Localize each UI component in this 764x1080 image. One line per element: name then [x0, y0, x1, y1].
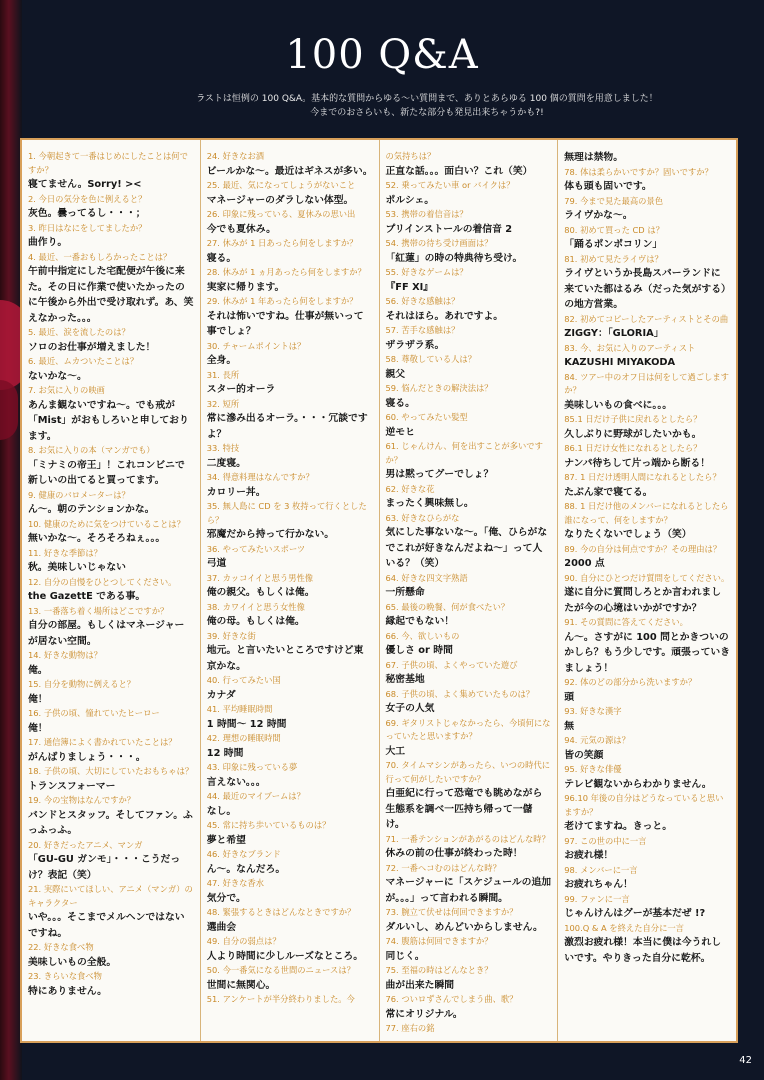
page-title: 100 Q&A — [285, 32, 479, 78]
answer-text: カロリー丼。 — [206, 486, 266, 498]
answer-text: 寝る。 — [385, 397, 415, 409]
question-text: 3. 昨日はなにをしてましたか？ — [28, 222, 147, 233]
question-text: 45. 常に持ち歩いているものは？ — [206, 820, 331, 830]
question-text: 22. 好きな食べ物 — [28, 942, 94, 952]
question-text: 78. 体は柔らかいですか？固いですか？ — [564, 166, 713, 177]
answer-text: 正直な話。。。面白い？これ（笑） — [385, 165, 533, 177]
answer-text: 『FF XI』 — [385, 281, 434, 293]
question-text: 37. カッコイイと思う男性像 — [206, 572, 314, 583]
answer-text: 「踊るポンポコリン」 — [564, 239, 663, 250]
answer-text: 世間に無関心。 — [206, 979, 276, 991]
question-text: 47. 好きな香水 — [206, 878, 265, 888]
answer-text: 美味しいもの食べに。。。 — [564, 399, 673, 411]
question-text: 36. やってみたいスポーツ — [206, 543, 306, 554]
question-text: 16. 子供の頃、憧れていたヒーロー — [28, 708, 160, 718]
question-text: 43. 印象に残っている夢 — [206, 762, 298, 772]
answer-text: 寝る。 — [206, 252, 237, 264]
answer-text: バンドとスタッフ。そしてファン。ふっふっふ。 — [28, 809, 193, 836]
question-text: 21. 実際にいてほしい、アニメ（マンガ）のキャラクター — [28, 884, 193, 908]
question-text: 53. 携帯の着信音は？ — [385, 209, 468, 219]
answer-text: 自分の部屋。もしくはマネージャーが居ない空間。 — [28, 620, 185, 647]
question-text: 34. 得意料理はなんですか？ — [206, 472, 314, 482]
question-text: 99. ファンに一言 — [564, 893, 630, 904]
question-text: 56. 好きな感触は？ — [385, 296, 460, 306]
answer-text: 同じく。 — [385, 950, 425, 962]
answer-text: 実家に帰ります。 — [206, 281, 285, 293]
page-header — [0, 0, 764, 135]
answer-text: スター的オーラ — [206, 384, 276, 395]
answer-text: 二度寝。 — [206, 457, 246, 469]
question-text: 8. お気に入りの本（マンガでも） — [28, 445, 155, 455]
answer-text: ビールかな～。最近はギネスが多い。 — [206, 165, 373, 177]
answer-text: 一所懸命 — [385, 587, 425, 598]
answer-text: 休みの前の仕事が終わった時！ — [385, 848, 523, 859]
qa-column-4 — [558, 140, 736, 1041]
question-text: 9. 健康のバロメーターは？ — [28, 489, 130, 500]
question-text: 89. 今の自分は何点ですか？その理由は？ — [564, 543, 722, 554]
question-text: 76. ついロずさんでしまう曲、歌？ — [385, 994, 518, 1004]
question-text: 82. 初めてコピーしたアーティストとその曲 — [564, 313, 729, 324]
answer-text: 特にありません。 — [28, 985, 107, 997]
answer-text: 気にした事ないな～。「俺、ひらがなでこれが好きなんだよね～」って人いる？（笑） — [385, 527, 548, 569]
answer-text: カナダ — [206, 689, 236, 701]
answer-text: 美味しいもの全般。 — [28, 956, 117, 968]
answer-text: 曲が出来た瞬間 — [385, 979, 455, 991]
question-text: 57. 苦手な感触は？ — [385, 325, 460, 335]
answer-text: 秘密基地 — [385, 674, 425, 685]
answer-text: 優しさ or 時間 — [385, 645, 453, 656]
qa-panel — [20, 138, 738, 1043]
question-text: 31. 長所 — [206, 369, 240, 380]
answer-text: 老けてますね。きっと。 — [564, 821, 673, 832]
question-text: 49. 自分の弱点は？ — [206, 936, 281, 946]
answer-text: 「GU-GU ガンモ」・・・こうだっけ？表記（笑） — [28, 854, 181, 881]
question-text: 60. やってみたい髪型 — [385, 412, 468, 422]
answer-text: まったく興味無し。 — [385, 498, 474, 509]
question-text: 100.Q & A を終えた自分に一言 — [564, 922, 684, 933]
answer-text: 遂に自分に質問しろとか言われましたが今の心境はいかがですか？ — [564, 587, 721, 614]
answer-text: 俺の母。もしくは俺。 — [206, 616, 305, 627]
page-number: 42 — [739, 1055, 752, 1066]
question-text: 26. 印象に残っている、夏休みの思い出 — [206, 209, 356, 219]
question-text: 35. 無人島に CD を 3 枚持って行くとしたら？ — [206, 501, 367, 525]
answer-text: 俺の親父。もしくは俺。 — [206, 587, 315, 598]
intro-text — [120, 92, 734, 120]
question-text: 90. 自分にひとつだけ質問をしてください。 — [564, 572, 730, 583]
question-text: 81. 初めて見たライヴは？ — [564, 253, 663, 264]
question-text: 58. 尊敬している人は？ — [385, 354, 477, 364]
question-text: 98. メンバーに一言 — [564, 864, 638, 875]
question-text: 4. 最近、一番おもしろかったことは？ — [28, 251, 172, 262]
answer-text: ライヴというか長島スパーランドに来ていた都はるみ（だった気がする）の地方営業。 — [564, 268, 726, 310]
answer-text: なし。 — [206, 805, 237, 817]
answer-text: たぶん家で寝てる。 — [564, 486, 653, 498]
intro-line: ラストは恒例の 100 Q&A。基本的な質問からゆる～い質問まで、ありとあらゆる 100 個の質問を用意しました！ — [196, 94, 658, 104]
decorative-splash — [0, 380, 18, 440]
question-text: 72. 一番ヘコむのはどんな時？ — [385, 862, 501, 873]
answer-text: マネージャーのダラしない体型。 — [206, 194, 354, 206]
answer-text: ん～。なんだろ。 — [206, 863, 286, 875]
answer-text: ないかな～。 — [28, 370, 87, 382]
question-text: 84. ツアー中のオフ日は何をして過ごしますか？ — [564, 371, 729, 395]
answer-text: 久しぶりに野球がしたいかも。 — [564, 428, 702, 440]
question-text: 23. きらいな食べ物 — [28, 971, 102, 981]
answer-text: 秋。美味しいじゃない — [28, 562, 126, 573]
answer-text: 俺。 — [28, 664, 48, 676]
question-text: 51. アンケートが半分終わりました。今 — [206, 994, 355, 1004]
qa-column-1 — [22, 140, 201, 1041]
answer-text: トランスフォーマー — [28, 780, 116, 792]
answer-text: ん～。朝のテンションかな。 — [28, 504, 155, 515]
answer-text: 夢と希望 — [206, 834, 246, 846]
answer-text: 親父 — [385, 368, 406, 380]
answer-text: それはほら。あれですよ。 — [385, 310, 504, 322]
question-text: 46. 好きなブランド — [206, 849, 281, 859]
question-text: 40. 行ってみたい国 — [206, 675, 281, 685]
question-text: 93. 好きな漢字 — [564, 706, 622, 716]
answer-text: ソロのお仕事が増えました！ — [28, 341, 156, 353]
answer-text: がんばりましょう・・・。 — [28, 751, 146, 763]
answer-text: 常にオリジナル。 — [385, 1008, 463, 1020]
answer-text: お疲れちゃん！ — [564, 879, 633, 890]
qa-column-2 — [201, 140, 380, 1041]
question-text: 20. 好きだったアニメ、マンガ — [28, 839, 143, 850]
question-text: 91. その質問に答えてください。 — [564, 617, 688, 627]
question-text: 50. 今一番気になる世間のニュースは？ — [206, 965, 355, 975]
question-text: 25. 最近、気になってしょうがないこと — [206, 180, 356, 190]
answer-text: 逆モヒ — [385, 426, 415, 438]
answer-text: ダルいし、めんどいからしません。 — [385, 921, 543, 933]
question-text: 63. 好きなひらがな — [385, 512, 460, 523]
question-text: 61. じゃんけん、何を出すことが多いですか？ — [385, 441, 543, 465]
answer-text: 体も頭も固いです。 — [564, 181, 652, 192]
question-text: 24. 好きなお酒 — [206, 151, 265, 161]
question-text: 17. 通信簿によく書かれていたことは？ — [28, 737, 177, 747]
question-text: 15. 自分を動物に例えると？ — [28, 679, 136, 689]
intro-line: 今までのおさらいも、新たな部分も発見出来ちゃうかも?! — [310, 108, 544, 118]
question-text: 80. 初めて買った CD は？ — [564, 224, 664, 235]
question-text: 10. 健康のために気をつけていることは？ — [28, 518, 185, 529]
answer-text: 白亜紀に行って恐竜でも眺めながら生態系を調べ一匹持ち帰って一儲け。 — [385, 788, 543, 830]
answer-text: 人より時間に少しルーズなところ。 — [206, 950, 364, 962]
answer-text: the GazettE である事。 — [28, 591, 146, 602]
question-text: 87. 1 日だけ透明人間になれるとしたら？ — [564, 472, 721, 482]
answer-text: 大工 — [385, 745, 406, 757]
question-text: 66. 今、欲しいもの — [385, 630, 460, 641]
answer-text: 男は黙ってグーでしょ？ — [385, 469, 494, 480]
question-text: 75. 至福の時はどんなとき？ — [385, 965, 493, 975]
answer-text: 無 — [564, 720, 575, 732]
question-text: 27. 休みが 1 日あったら何をしますか？ — [206, 238, 358, 248]
answer-text: 邪魔だから持って行かない。 — [206, 529, 335, 540]
answer-text: 「ミナミの帝王」！これコンビニで新しいの出てると買ってます。 — [28, 459, 185, 486]
question-text: 68. 子供の頃、よく集めていたものは？ — [385, 688, 535, 699]
question-text: 65. 最後の晩餐、何が食べたい？ — [385, 601, 510, 612]
question-text: 74. 腹筋は何回できますか？ — [385, 936, 493, 946]
question-text: 1. 今朝起きて一番はじめにしたことは何ですか？ — [28, 151, 188, 175]
question-text: 12. 自分の自慢をひとつしてください。 — [28, 576, 177, 587]
answer-text: 激烈お疲れ様！本当に僕は今うれしいです。やりきった自分に乾杯。 — [564, 937, 721, 964]
answer-text: プリインストールの着信音 2 — [385, 223, 513, 235]
question-text: 83. 今、お気に入りのアーティスト — [564, 342, 696, 353]
question-text: 13. 一番落ち着く場所はどこですか？ — [28, 605, 169, 616]
question-text: 73. 腕立て伏せは何回できますか？ — [385, 907, 518, 917]
answer-text: 弓道 — [206, 558, 227, 569]
question-text: 5. 最近、涙を流したのは？ — [28, 327, 130, 337]
question-text: 2. 今日の気分を色に例えると？ — [28, 193, 147, 204]
question-text: 79. 今まで見た最高の景色 — [564, 195, 664, 206]
question-text: 42. 理想の睡眠時間 — [206, 733, 281, 743]
question-text: 55. 好きなゲームは？ — [385, 267, 468, 277]
answer-text: それは怖いですね。仕事が無いって事でしょ？ — [206, 310, 364, 337]
question-text: 30. チャームポイントは？ — [206, 340, 306, 351]
question-text: 32. 短所 — [206, 398, 240, 409]
answer-text: 俺！ — [28, 693, 48, 705]
question-text: 97. この世の中に一言 — [564, 835, 647, 846]
answer-text: 「紅蓮」の時の特典待ち受け。 — [385, 252, 523, 264]
question-text: 38. カワイイと思う女性像 — [206, 601, 305, 612]
answer-text: 無理は禁物。 — [564, 152, 624, 163]
answer-text: 縁起でもない！ — [385, 616, 455, 627]
answer-text: KAZUSHI MIYAKODA — [564, 357, 676, 368]
answer-text: 常に滲み出るオーラ。・・・冗談ですよ？ — [206, 413, 368, 440]
question-text: 86.1 日だけ女性になれるとしたら？ — [564, 443, 702, 453]
question-text: の気持ちは？ — [385, 151, 436, 161]
question-text: 7. お気に入りの映画 — [28, 385, 105, 395]
answer-text: 皆の笑顔 — [564, 749, 604, 761]
question-text: 95. 好きな俳優 — [564, 764, 622, 774]
answer-text: ナンパ待ちして片っ端から断る！ — [564, 457, 711, 469]
answer-text: 地元。と言いたいところですけど東京かな。 — [206, 645, 364, 672]
magazine-spine — [0, 0, 22, 1080]
answer-text: 女子の人気 — [385, 703, 435, 714]
question-text: 67. 子供の頃、よくやっていた遊び — [385, 659, 518, 670]
answer-text: 俺！ — [28, 722, 48, 734]
question-text: 96.10 年後の自分はどうなっていると思いますか？ — [564, 793, 724, 817]
question-text: 28. 休みが 1 ヵ月あったら何をしますか？ — [206, 267, 366, 277]
question-text: 52. 乗ってみたい車 or バイクは？ — [385, 180, 515, 190]
question-text: 92. 体のどの部分から洗いますか？ — [564, 677, 697, 687]
answer-text: ZIGGY：「GLORIA」 — [564, 328, 664, 339]
answer-text: 2000 点 — [564, 558, 605, 569]
question-text: 71. 一番テンションがあがるのはどんな時？ — [385, 833, 550, 844]
answer-text: 今でも夏休み。 — [206, 223, 276, 235]
question-text: 33. 特技 — [206, 443, 240, 453]
answer-text: 12 時間 — [206, 747, 244, 759]
answer-text: お疲れ様！ — [564, 850, 614, 861]
question-text: 14. 好きな動物は？ — [28, 650, 102, 660]
answer-text: 無いかな～。そろそろねぇ。。。 — [28, 533, 166, 544]
answer-text: 気分で。 — [206, 892, 246, 904]
answer-text: なりたくないでしょう（笑） — [564, 529, 692, 540]
question-text: 29. 休みが 1 年あったら何をしますか？ — [206, 296, 358, 306]
question-text: 94. 元気の源は？ — [564, 735, 630, 745]
answer-text: 1 時間～ 12 時間 — [206, 718, 287, 730]
answer-text: いや。。。そこまでメルヘンではないですね。 — [28, 912, 185, 939]
answer-text: あんま観ないですね～。でも戒が「Mist」がおもしろいと申しております。 — [28, 399, 189, 442]
answer-text: ポルシェ。 — [385, 194, 435, 206]
question-text: 19. 今の宝物はなんですか？ — [28, 795, 136, 805]
question-text: 48. 緊張するときはどんなときですか？ — [206, 907, 356, 917]
answer-text: マネージャーに「スケジュールの追加が。。。」って言われる瞬間。 — [385, 877, 552, 904]
qa-column-3 — [380, 140, 559, 1041]
question-text: 77. 座右の銘 — [385, 1023, 435, 1033]
question-text: 70. タイムマシンがあったら、いつの時代に行って何がしたいですか？ — [385, 760, 551, 784]
question-text: 11. 好きな季節は？ — [28, 547, 102, 558]
answer-text: 午前中指定にした宅配便が午後に来た。その日に作業で使いたかったのに午後から外出で受け取れず。あ、笑えなかった。。。 — [28, 266, 194, 324]
answer-text: じゃんけんはグーが基本だぜ !? — [564, 908, 706, 919]
answer-text: 寝てません。Sorry! >< — [28, 179, 142, 190]
question-text: 6. 最近、ムカついたことは？ — [28, 356, 139, 366]
question-text: 54. 携帯の待ち受け画面は？ — [385, 238, 493, 248]
question-text: 18. 子供の頃、大切にしていたおもちゃは？ — [28, 766, 194, 776]
answer-text: 全身。 — [206, 355, 237, 366]
answer-text: テレビ観ないからわかりません。 — [564, 778, 712, 790]
answer-text: 曲作り。 — [28, 237, 68, 248]
answer-text: ザラザラ系。 — [385, 339, 445, 351]
answer-text: ライヴかな～。 — [564, 210, 633, 221]
answer-text: 頭 — [564, 691, 575, 703]
question-text: 88. 1 日だけ他のメンバーになれるとしたら誰になって、何をしますか？ — [564, 501, 729, 525]
question-text: 85.1 日だけ子供に戻れるとしたら？ — [564, 414, 702, 424]
question-text: 39. 好きな街 — [206, 630, 256, 641]
question-text: 69. ギタリストじゃなかったら、今頃何になっていたと思いますか？ — [385, 717, 551, 741]
answer-text: 灰色。曇ってるし・・・； — [28, 208, 146, 219]
answer-text: 言えない。。。 — [206, 776, 266, 788]
answer-text: 選曲会 — [206, 921, 237, 933]
question-text: 44. 最近のマイブームは？ — [206, 791, 305, 801]
question-text: 62. 好きな花 — [385, 483, 435, 494]
question-text: 41. 平均睡眠時間 — [206, 704, 273, 714]
answer-text: ん～。さすがに 100 問とかきついのかしら？もう少しです。頑張っていきましょう！ — [564, 631, 731, 674]
question-text: 64. 好きな四文字熟語 — [385, 572, 468, 583]
question-text: 59. 悩んだときの解決法は？ — [385, 383, 493, 393]
